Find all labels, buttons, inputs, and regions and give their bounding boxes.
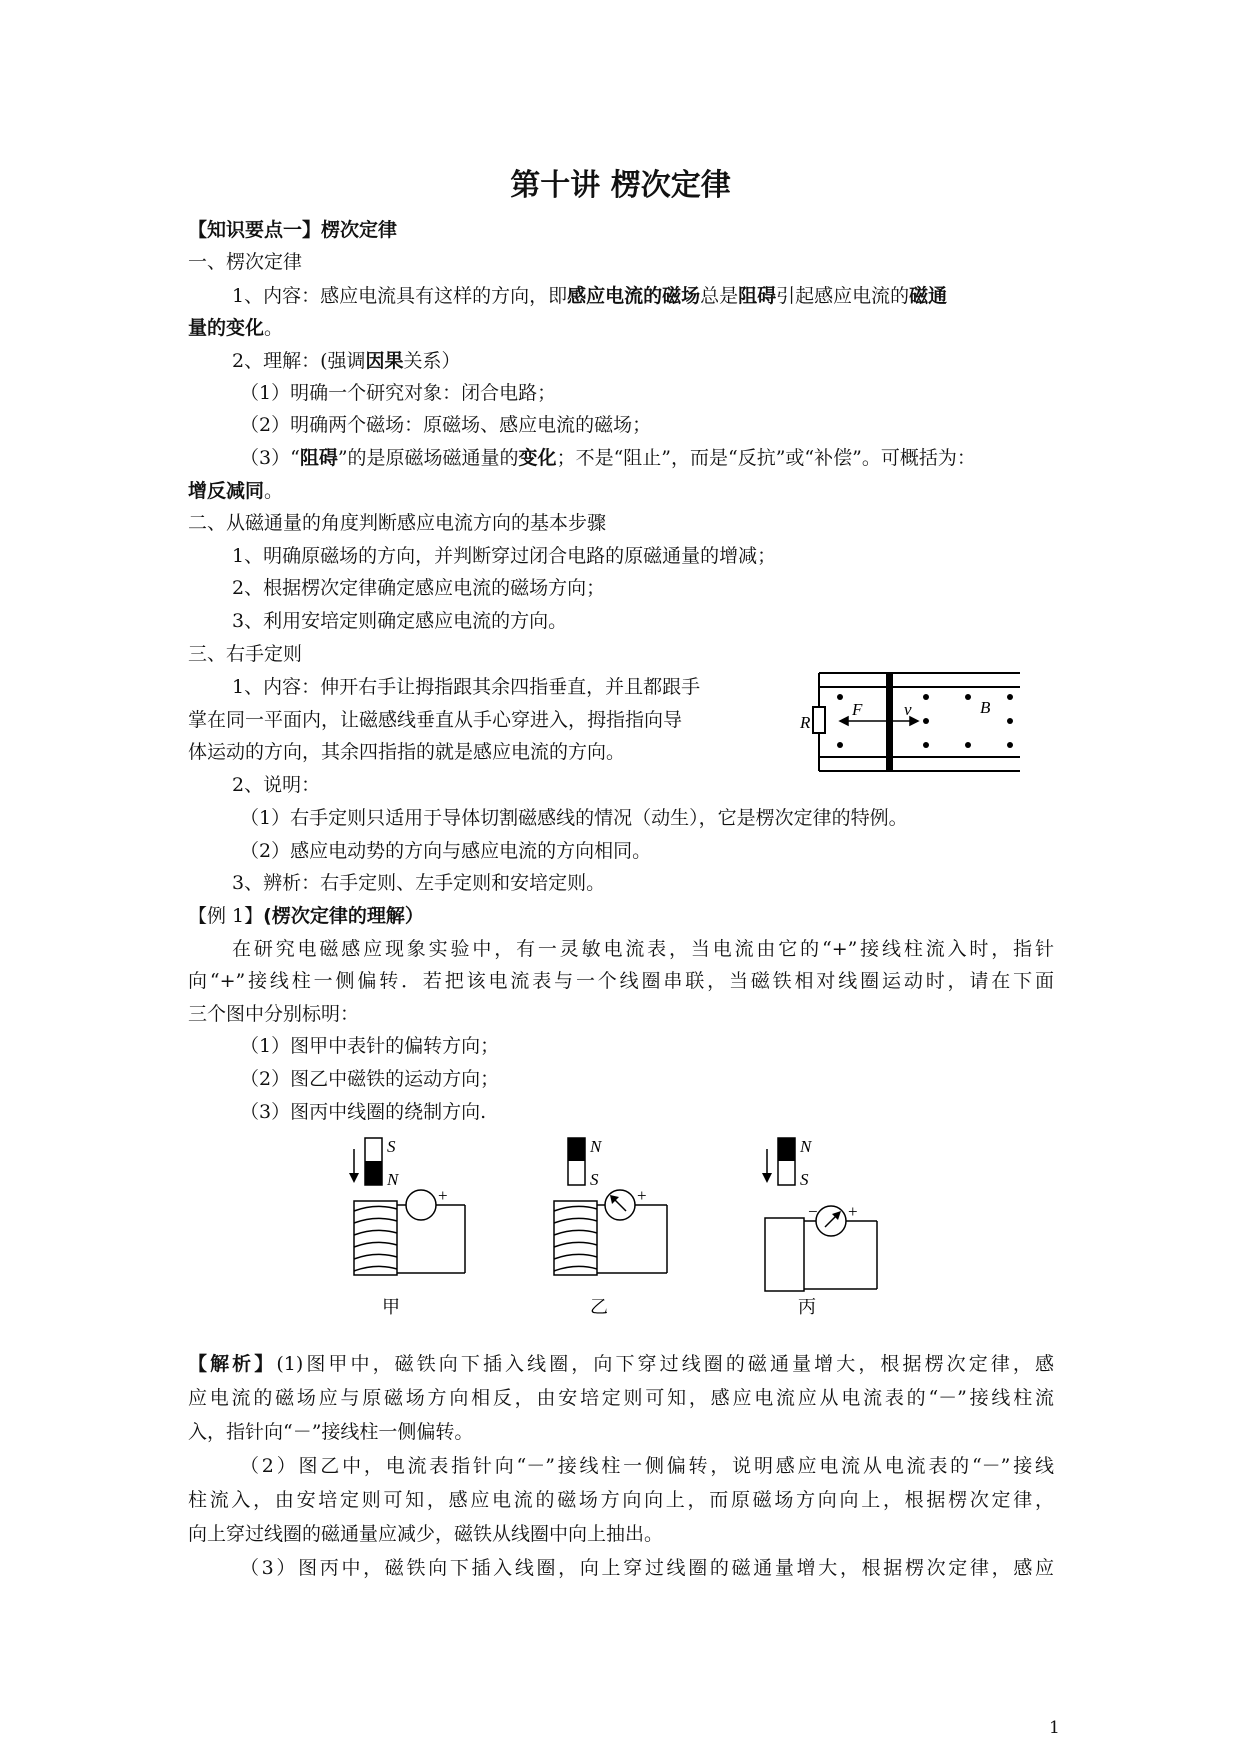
coil-core	[554, 1201, 597, 1275]
magnet-top-half	[568, 1138, 585, 1161]
step-2: 2、根据楞次定律确定感应电流的磁场方向；	[232, 577, 606, 599]
down-arrow-icon	[762, 1173, 772, 1183]
section-heading: 【知识要点一】楞次定律	[188, 219, 398, 241]
text: (1)图甲中，磁铁向下插入线圈，向下穿过线圈的磁通量增大，根据楞次定律，感	[276, 1353, 1054, 1375]
analysis-label: 【解析】	[188, 1353, 277, 1375]
coil-core	[354, 1201, 397, 1275]
analysis-line3: 入，指针向“－”接线柱一侧偏转。	[188, 1421, 474, 1443]
text: 。	[264, 480, 284, 502]
analysis-line1	[188, 1355, 1054, 1374]
pole-label-top: S	[387, 1137, 396, 1156]
text: 1、内容：感应电流具有这样的方向，即	[232, 285, 568, 307]
summary-line	[188, 482, 283, 501]
text: 引起感应电流的	[776, 285, 910, 307]
discrimination: 3、辨析：右手定则、左手定则和安培定则。	[232, 872, 606, 894]
pole-label-bottom: S	[590, 1170, 599, 1189]
step-1: 1、明确原磁场的方向，并判断穿过闭合电路的原磁通量的增减；	[232, 545, 777, 567]
analysis-line7: （3）图丙中，磁铁向下插入线圈，向上穿过线圈的磁通量增大，根据楞次定律，感应	[240, 1557, 1054, 1579]
pole-label-bottom: S	[800, 1170, 809, 1189]
analysis-line5: 柱流入，由安培定则可知，感应电流的磁场方向向上，而原磁场方向向上，根据楞次定律，	[188, 1489, 1054, 1511]
understanding-point-1: （1）明确一个研究对象：闭合电路；	[240, 382, 557, 404]
circuit-figure-yi	[550, 1135, 690, 1325]
right-hand-rule-line1: 1、内容：伸开右手让拇指跟其余四指垂直，并且都跟手	[232, 676, 701, 698]
paragraph-content-line2	[188, 319, 283, 338]
paragraph-content-line1	[232, 287, 1054, 306]
item-understanding	[232, 352, 461, 371]
text: 关系）	[403, 350, 461, 372]
pole-label-top: N	[800, 1137, 812, 1156]
circuit-figure-bing	[760, 1135, 900, 1325]
magnet-top-half	[778, 1138, 795, 1161]
heading-1: 一、楞次定律	[188, 251, 303, 273]
text: 总是	[700, 285, 739, 307]
example-text-line2: 向“+”接线柱一侧偏转．若把该电流表与一个线圈串联，当磁铁相对线圈运动时，请在下面	[188, 970, 1054, 992]
label-v: v	[904, 700, 912, 719]
example-text-line1: 在研究电磁感应现象实验中，有一灵敏电流表，当电流由它的“+”接线柱流入时，指针	[232, 938, 1054, 960]
text: 2、理解：(强调	[232, 350, 366, 372]
figure-caption: 丙	[798, 1297, 816, 1317]
down-arrow-icon	[349, 1173, 359, 1183]
label-F: F	[852, 700, 863, 719]
question-1: （1）图甲中表针的偏转方向；	[240, 1035, 500, 1057]
label-B: B	[980, 698, 991, 717]
magnet-bottom-half	[365, 1161, 382, 1185]
plus-terminal: +	[848, 1202, 858, 1221]
analysis-line6: 向上穿过线圈的磁通量应减少，磁铁从线圈中向上抽出。	[188, 1523, 664, 1545]
conducting-rod	[886, 673, 893, 771]
page-title: 第十讲 楞次定律	[510, 168, 731, 203]
step-3: 3、利用安培定则确定感应电流的方向。	[232, 610, 568, 632]
example-label: 【例 1】	[188, 905, 264, 927]
figure-caption: 乙	[590, 1297, 608, 1317]
resistor	[813, 707, 825, 733]
example-heading	[188, 907, 424, 926]
plus-terminal: +	[438, 1186, 448, 1205]
label-R: R	[800, 713, 811, 732]
minus-terminal: −	[808, 1202, 818, 1221]
example-topic: (楞次定律的理解）	[263, 905, 424, 927]
bold-text: 阻碍	[299, 447, 338, 469]
understanding-point-3	[240, 449, 976, 468]
bold-text: 感应电流的磁场	[567, 285, 701, 307]
note-2: （2）感应电动势的方向与感应电流的方向相同。	[240, 840, 652, 862]
right-hand-rule-line2: 掌在同一平面内，让磁感线垂直从手心穿进入，拇指指向导	[188, 709, 683, 731]
text: ；不是“阻止”，而是“反抗”或“补偿”。可概括为：	[556, 447, 976, 469]
page-number: 1	[1049, 1718, 1060, 1738]
plus-terminal: +	[637, 1186, 647, 1205]
text: 。	[264, 317, 284, 339]
force-arrow	[840, 717, 848, 725]
heading-2: 二、从磁通量的角度判断感应电流方向的基本步骤	[188, 512, 607, 534]
analysis-line4: （2）图乙中，电流表指针向“－”接线柱一侧偏转，说明感应电流从电流表的“－”接线	[240, 1455, 1054, 1477]
question-3: （3）图丙中线圈的绕制方向.	[240, 1101, 487, 1123]
bold-text: 量的变化	[188, 317, 265, 339]
bold-text: 因果	[365, 350, 404, 372]
understanding-point-2: （2）明确两个磁场：原磁场、感应电流的磁场；	[240, 414, 652, 436]
example-text-line3: 三个图中分别标明：	[188, 1003, 360, 1025]
note-1: （1）右手定则只适用于导体切割磁感线的情况（动生），它是楞次定律的特例。	[240, 807, 908, 829]
heading-3: 三、右手定则	[188, 643, 303, 665]
bold-text: 增反减同	[188, 480, 265, 502]
right-hand-rule-line3: 体运动的方向，其余四指指的就是感应电流的方向。	[188, 741, 626, 763]
note-heading: 2、说明：	[232, 774, 321, 796]
bold-text: 阻碍	[738, 285, 777, 307]
analysis-line2: 应电流的磁场应与原磁场方向相反，由安培定则可知，感应电流应从电流表的“－”接线柱流	[188, 1387, 1054, 1409]
pole-label-bottom: N	[387, 1170, 399, 1189]
text: （3）“	[240, 447, 300, 469]
pole-label-top: N	[590, 1137, 602, 1156]
question-2: （2）图乙中磁铁的运动方向；	[240, 1068, 500, 1090]
coil-core-unwound	[765, 1218, 804, 1291]
figure-caption: 甲	[382, 1297, 400, 1317]
circuit-figure-jia	[340, 1135, 480, 1325]
rail-magnetic-field-figure	[800, 667, 1040, 777]
bold-text: 磁通	[909, 285, 948, 307]
bold-text: 变化	[518, 447, 557, 469]
galvanometer	[406, 1190, 436, 1220]
text: ”的是原磁场磁通量的	[337, 447, 519, 469]
